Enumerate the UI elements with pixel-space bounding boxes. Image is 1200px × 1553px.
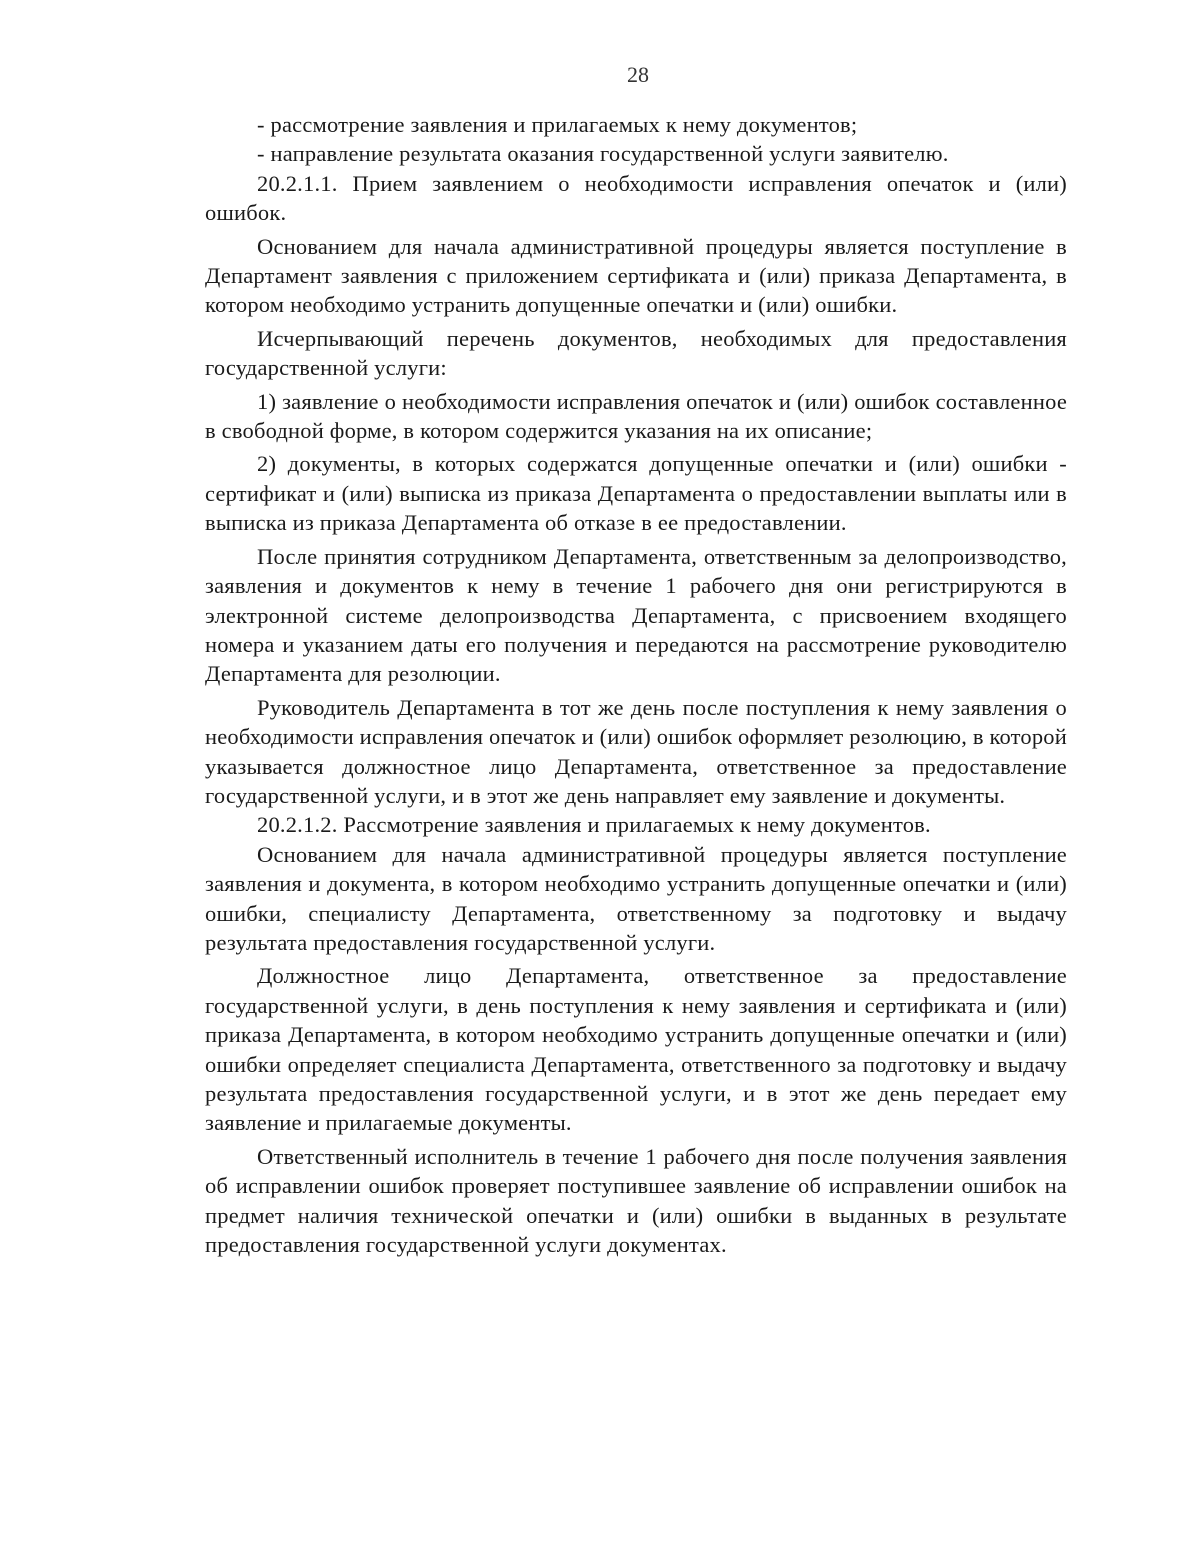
page-number: 28 xyxy=(627,62,649,87)
paragraph-list-item-review: - рассмотрение заявления и прилагаемых к нему документов; xyxy=(257,112,858,137)
paragraph-section-20-2-1-2: 20.2.1.2. Рассмотрение заявления и прилагаемых к нему документов. xyxy=(257,812,931,838)
paragraph-section-20-2-1-1: 20.2.1.1. Прием заявлением о необходимости исправления опечаток и (или) ошибок. xyxy=(205,170,1067,226)
paragraph-head-resolution: Руководитель Департамента в тот же день после поступления к нему заявления о необходимости исправления опечаток и (или) ошибок оформляет резолюцию, в которой указывается должностное лицо Департамента, ответственное за предоставление государственной услуги, и в этот же день направляет ему заявление и документы. xyxy=(205,694,1067,808)
paragraph-official-assignment: Должностное лицо Департамента, ответственное за предоставление государственной услуги, в день поступления к нему заявления и сертификата и (или) приказа Департамента, в котором необходимо устранить допущенные опечатки и (или) ошибки определяет специалиста Департамента, ответственного за подготовку и выдачу результата предоставления государственной услуги, и в этот же день передает ему заявление и прилагаемые документы. xyxy=(205,963,1067,1136)
paragraph-executor-check: Ответственный исполнитель в течение 1 рабочего дня после получения заявления об исправлении ошибок проверяет поступившее заявление об исправлении ошибок на предмет наличия технической опечатки и (или) ошибки в выданных в результате предоставления государственной услуги документах. xyxy=(205,1143,1067,1258)
paragraph-review-basis: Основанием для начала административной процедуры является поступление заявления и документа, в котором необходимо устранить допущенные опечатки и (или) ошибки, специалисту Департамента, ответственному за подготовку и выдачу результата предоставления государственной услуги. xyxy=(205,841,1067,955)
paragraph-registration: После принятия сотрудником Департамента, ответственным за делопроизводство, заявления и документов к нему в течение 1 рабочего дня они регистрируются в электронной системе делопроизводства Департамента, с присвоением входящего номера и указанием даты его получения и передаются на рассмотрение руководителю Департамента для резолюции. xyxy=(205,543,1067,687)
paragraph-document-item-1: 1) заявление о необходимости исправления опечаток и (или) ошибок составленное в свободной форме, в котором содержится указания на их описание; xyxy=(205,388,1067,444)
paragraph-documents-list-heading: Исчерпывающий перечень документов, необходимых для предоставления государственной услуги: xyxy=(205,325,1067,381)
document-body xyxy=(205,110,1067,1259)
paragraph-procedure-basis: Основанием для начала административной процедуры является поступление в Департамент заявления с приложением сертификата и (или) приказа Департамента, в котором необходимо устранить допущенные опечатки и (или) ошибки. xyxy=(205,233,1067,318)
paragraph-list-item-send-result: - направление результата оказания государственной услуги заявителю. xyxy=(257,141,949,167)
paragraph-document-item-2: 2) документы, в которых содержатся допущенные опечатки и (или) ошибки - сертификат и (или) выписка из приказа Департамента о предоставлении выплаты или в выписка из приказа Департамента об отказе в ее предоставлении. xyxy=(205,451,1067,536)
